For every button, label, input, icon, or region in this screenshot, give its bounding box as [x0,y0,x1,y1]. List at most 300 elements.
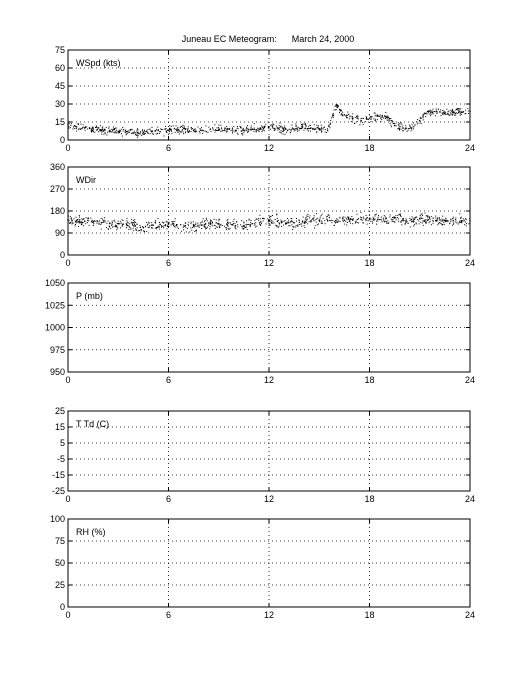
data-point [177,227,178,228]
data-point [183,133,184,134]
data-point [446,114,447,115]
data-point [233,223,234,224]
data-point [210,129,211,130]
data-point [437,220,438,221]
data-point [459,108,460,109]
data-point [226,132,227,133]
data-point [317,224,318,225]
data-point [237,126,238,127]
data-point [376,214,377,215]
data-point [227,225,228,226]
data-point [468,223,469,224]
data-point [126,223,127,224]
data-point [128,223,129,224]
data-point [69,121,70,122]
data-point [216,130,217,131]
data-point [358,118,359,119]
data-point [422,114,423,115]
y-tick-label: -5 [56,454,65,464]
data-point [274,130,275,131]
data-point [313,219,314,220]
data-point [212,128,213,129]
data-point [370,221,371,222]
data-point [183,131,184,132]
data-point [468,110,469,111]
data-point [458,112,459,113]
data-point [306,219,307,220]
data-point [423,119,424,120]
data-point [182,130,183,131]
data-point [337,219,338,220]
data-point [420,117,421,118]
data-point [208,223,209,224]
data-point [76,219,77,220]
data-point [81,128,82,129]
data-point [207,132,208,133]
data-point [316,222,317,223]
data-point [68,126,69,127]
data-point [182,125,183,126]
data-point [203,226,204,227]
data-point [302,222,303,223]
data-point [192,227,193,228]
data-point [450,112,451,113]
data-point [157,130,158,131]
data-point [227,129,228,130]
data-point [97,221,98,222]
data-point [413,122,414,123]
data-point [70,223,71,224]
data-point [305,222,306,223]
data-point [450,221,451,222]
data-point [269,224,270,225]
data-point [93,223,94,224]
data-point [232,132,233,133]
data-point [443,112,444,113]
data-point [183,125,184,126]
data-point [357,219,358,220]
data-point [84,221,85,222]
data-point [256,131,257,132]
data-point [93,130,94,131]
data-point [425,221,426,222]
data-point [410,128,411,129]
data-point [137,135,138,136]
data-point [75,224,76,225]
data-point [171,129,172,130]
data-point [247,132,248,133]
data-point [344,224,345,225]
data-point [234,131,235,132]
data-point [162,129,163,130]
data-point [80,128,81,129]
data-point [313,220,314,221]
data-point [181,231,182,232]
data-point [332,220,333,221]
x-tick-label: 24 [464,258,476,268]
data-point [411,219,412,220]
data-point [442,110,443,111]
data-point [159,229,160,230]
data-point [97,127,98,128]
data-point [127,222,128,223]
data-point [315,219,316,220]
data-point [78,124,79,125]
data-point [276,226,277,227]
data-point [317,128,318,129]
data-point [261,223,262,224]
data-point [438,109,439,110]
data-point [422,116,423,117]
data-point [190,228,191,229]
data-point [370,121,371,122]
data-point [295,123,296,124]
data-point [423,117,424,118]
data-point [430,219,431,220]
data-point [259,222,260,223]
data-point [272,125,273,126]
data-point [459,221,460,222]
data-point [157,133,158,134]
data-point [463,111,464,112]
data-point [431,224,432,225]
data-point [92,129,93,130]
data-point [445,114,446,115]
data-point [290,129,291,130]
data-point [135,228,136,229]
data-point [419,223,420,224]
data-point [125,130,126,131]
data-point [305,221,306,222]
data-point [87,128,88,129]
data-point [433,218,434,219]
data-point [103,220,104,221]
data-point [190,223,191,224]
data-point [71,123,72,124]
data-point [255,224,256,225]
data-point [290,132,291,133]
data-point [449,223,450,224]
data-point [106,227,107,228]
data-point [183,229,184,230]
data-point [81,218,82,219]
data-point [447,220,448,221]
data-point [86,217,87,218]
data-point [338,106,339,107]
data-point [96,125,97,126]
data-point [109,131,110,132]
data-point [261,129,262,130]
data-point [309,217,310,218]
data-point [131,222,132,223]
data-point [215,228,216,229]
x-tick-label: 0 [65,258,71,268]
data-point [246,128,247,129]
data-point [420,217,421,218]
data-point [111,129,112,130]
data-point [385,216,386,217]
data-point [453,111,454,112]
x-tick-label: 6 [165,494,172,504]
data-point [175,125,176,126]
data-point [118,221,119,222]
data-point [132,133,133,134]
data-point [272,215,273,216]
data-point [156,134,157,135]
data-point [108,128,109,129]
data-point [419,120,420,121]
data-point [277,218,278,219]
data-point [205,223,206,224]
data-point [406,222,407,223]
data-point [390,123,391,124]
y-tick-label: -25 [51,486,65,496]
data-point [327,130,328,131]
data-point [163,223,164,224]
panel-3 [45,278,475,385]
data-point [422,215,423,216]
data-point [78,129,79,130]
data-point [282,131,283,132]
data-point [214,132,215,133]
data-point [180,224,181,225]
data-point [303,217,304,218]
data-point [98,221,99,222]
data-point [200,224,201,225]
data-point [374,120,375,121]
data-point [396,125,397,126]
data-point [336,106,337,107]
data-point [169,125,170,126]
data-point [403,218,404,219]
data-point [241,220,242,221]
data-point [75,126,76,127]
data-point [448,111,449,112]
data-point [309,215,310,216]
data-point [363,124,364,125]
data-point [174,221,175,222]
data-point [248,224,249,225]
x-tick-label: 0 [65,610,71,620]
data-point [215,130,216,131]
data-point [340,221,341,222]
data-point [102,127,103,128]
data-point [132,224,133,225]
data-point [373,217,374,218]
data-point [176,225,177,226]
data-point [299,220,300,221]
data-point [193,221,194,222]
data-point [329,126,330,127]
data-point [435,216,436,217]
data-point [201,127,202,128]
y-tick-label: 25 [54,406,65,416]
data-point [406,128,407,129]
data-point [383,220,384,221]
data-point [149,129,150,130]
data-point [247,125,248,126]
data-point [82,127,83,128]
data-point [228,226,229,227]
data-point [342,218,343,219]
data-point [259,215,260,216]
data-point [390,125,391,126]
data-point [443,221,444,222]
data-point [349,221,350,222]
data-point [186,231,187,232]
data-point [400,123,401,124]
data-point [369,114,370,115]
data-point [168,224,169,225]
data-point [286,223,287,224]
data-point [253,131,254,132]
data-point [281,130,282,131]
data-point [365,121,366,122]
y-tick-label: 1025 [44,300,65,311]
data-point [393,123,394,124]
data-point [291,221,292,222]
data-point [315,128,316,129]
data-point [142,133,143,134]
data-point [293,222,294,223]
data-point [383,117,384,118]
data-point [219,224,220,225]
data-point [387,116,388,117]
data-point [439,222,440,223]
data-point [246,224,247,225]
data-point [109,226,110,227]
panel-label: T Td (C) [76,419,110,429]
data-point [285,223,286,224]
data-point [444,112,445,113]
data-point [436,113,437,114]
data-point [449,115,450,116]
y-tick-label: 0 [59,602,65,612]
y-tick-label: 180 [49,206,65,216]
data-point [466,225,467,226]
data-point [456,112,457,113]
data-point [185,225,186,226]
data-point [395,217,396,218]
data-point [392,219,393,220]
data-point [223,130,224,131]
data-point [309,221,310,222]
data-point [429,222,430,223]
data-point [117,228,118,229]
data-point [229,128,230,129]
data-point [233,126,234,127]
data-point [317,218,318,219]
data-point [149,227,150,228]
data-point [258,128,259,129]
data-point [462,111,463,112]
data-point [79,219,80,220]
data-point [446,109,447,110]
data-point [268,221,269,222]
data-point [393,217,394,218]
data-point [433,221,434,222]
data-point [288,130,289,131]
data-point [102,131,103,132]
data-point [73,126,74,127]
data-point [71,218,72,219]
data-point [144,134,145,135]
data-point [159,222,160,223]
data-point [82,219,83,220]
data-point [374,112,375,113]
data-point [460,108,461,109]
data-point [442,216,443,217]
data-point [101,134,102,135]
data-point [355,117,356,118]
data-point [371,117,372,118]
data-point [123,129,124,130]
data-point [402,220,403,221]
data-point [282,128,283,129]
y-tick-label: 360 [49,162,65,172]
data-point [288,222,289,223]
data-point [226,126,227,127]
figure-title: Juneau EC Meteogram: March 24, 2000 [181,34,355,44]
data-point [177,129,178,130]
data-point [371,119,372,120]
data-point [326,132,327,133]
data-point [194,231,195,232]
data-point [141,230,142,231]
data-point [296,225,297,226]
data-point [254,223,255,224]
data-point [226,227,227,228]
data-point [321,125,322,126]
data-point [218,220,219,221]
data-point [122,127,123,128]
data-point [100,129,101,130]
data-point [413,226,414,227]
data-point [162,222,163,223]
data-point [272,221,273,222]
data-point [346,219,347,220]
data-point [67,124,68,125]
data-point [434,111,435,112]
data-point [187,228,188,229]
data-point [351,121,352,122]
data-point [460,220,461,221]
data-point [145,133,146,134]
data-point [114,129,115,130]
data-point [425,219,426,220]
data-point [188,222,189,223]
data-point [284,127,285,128]
data-point [248,129,249,130]
data-point [281,226,282,227]
data-point [139,133,140,134]
data-point [247,224,248,225]
data-point [74,125,75,126]
data-point [362,122,363,123]
data-point [93,131,94,132]
data-point [269,217,270,218]
data-point [184,226,185,227]
data-point [216,127,217,128]
data-point [174,128,175,129]
data-point [372,221,373,222]
data-point [304,124,305,125]
data-point [136,135,137,136]
data-point [451,111,452,112]
data-point [437,112,438,113]
data-point [151,222,152,223]
data-point [176,224,177,225]
